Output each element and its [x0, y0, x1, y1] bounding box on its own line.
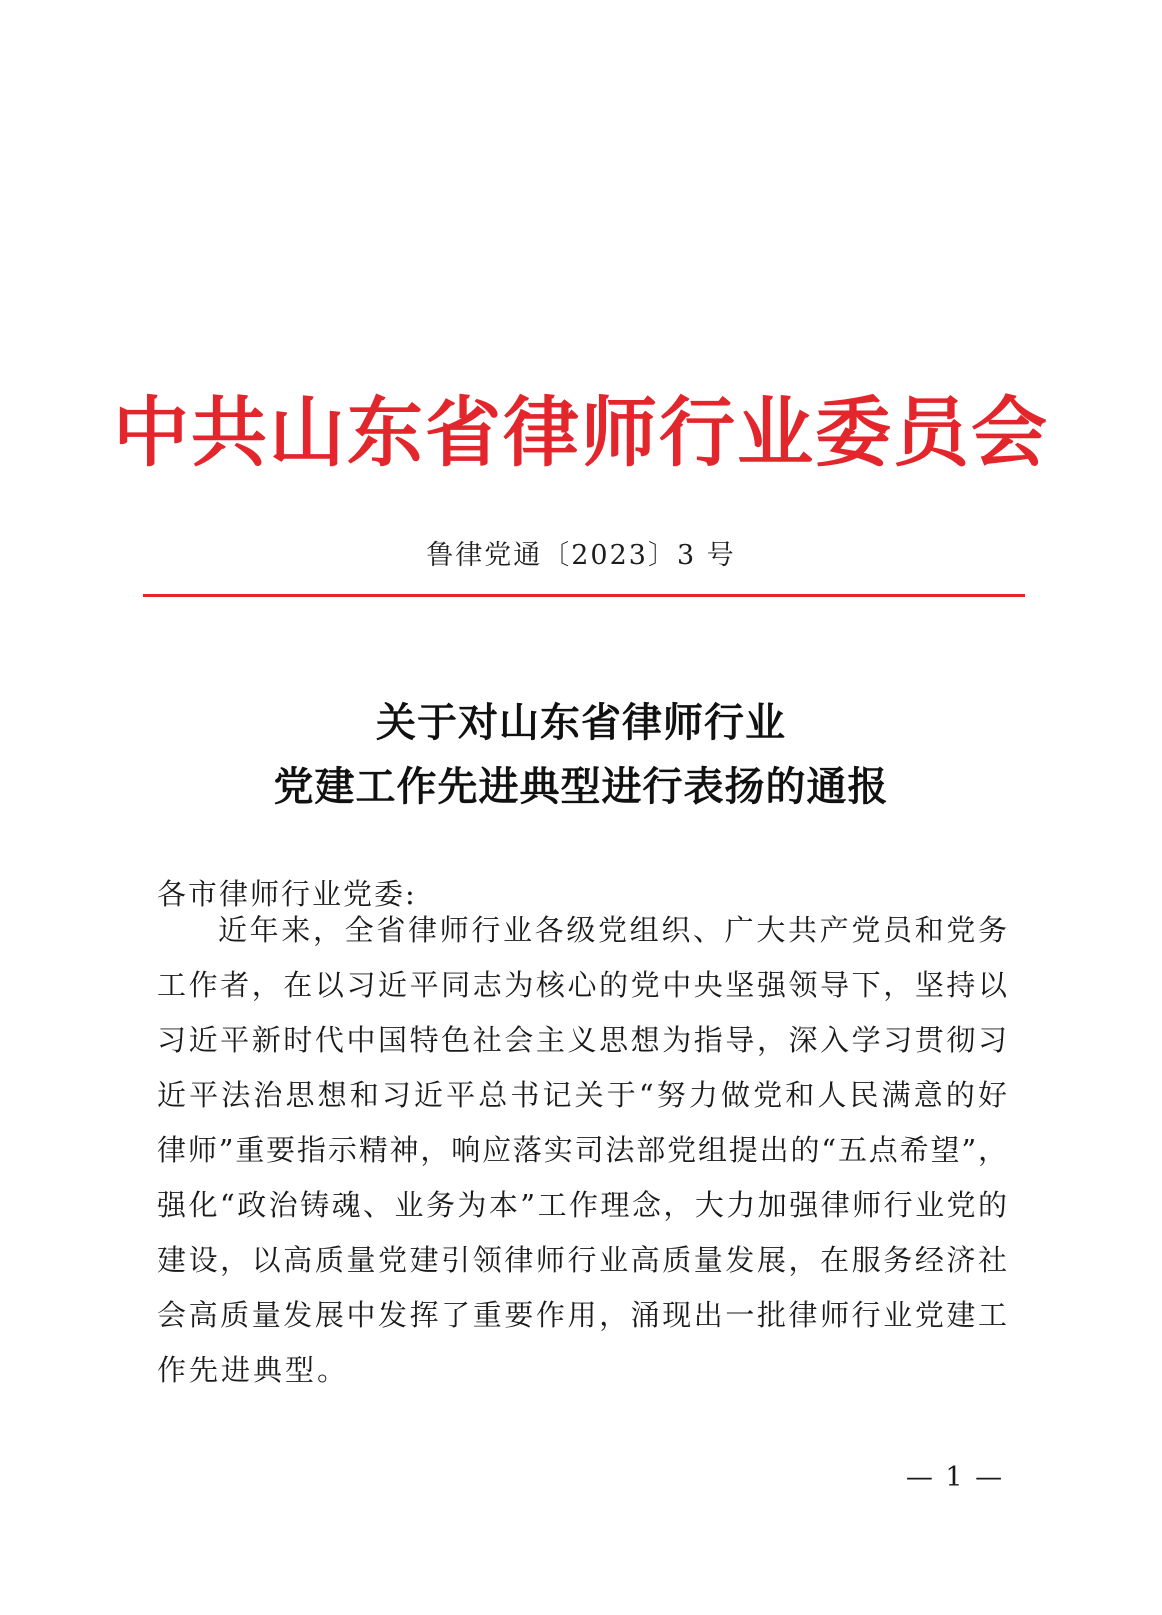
body-line: 律师”重要指示精神，响应落实司法部党组提出的“五点希望”， — [157, 1133, 1007, 1167]
salutation: 各市律师行业党委: — [157, 877, 417, 911]
body-line: 习近平新时代中国特色社会主义思想为指导，深入学习贯彻习 — [157, 1023, 1007, 1057]
page-number: — 1 — — [905, 1462, 1005, 1493]
notice-title-line-1: 关于对山东省律师行业 — [376, 699, 786, 746]
document-number: 鲁律党通〔2023〕3 号 — [426, 540, 736, 571]
body-line: 近年来，全省律师行业各级党组织、广大共产党员和党务 — [218, 913, 1007, 947]
organization-title: 中共山东省律师行业委员会 — [113, 388, 1049, 477]
red-divider-line — [143, 594, 1025, 597]
body-line: 作先进典型。 — [157, 1353, 350, 1387]
notice-title-line-2: 党建工作先进典型进行表扬的通报 — [273, 763, 889, 810]
body-line: 建设，以高质量党建引领律师行业高质量发展，在服务经济社 — [157, 1243, 1007, 1277]
body-line: 近平法治思想和习近平总书记关于“努力做党和人民满意的好 — [157, 1078, 1007, 1112]
body-line: 工作者，在以习近平同志为核心的党中央坚强领导下，坚持以 — [157, 968, 1007, 1002]
body-line: 会高质量发展中发挥了重要作用，涌现出一批律师行业党建工 — [157, 1298, 1007, 1332]
body-line: 强化“政治铸魂、业务为本”工作理念，大力加强律师行业党的 — [157, 1188, 1007, 1222]
